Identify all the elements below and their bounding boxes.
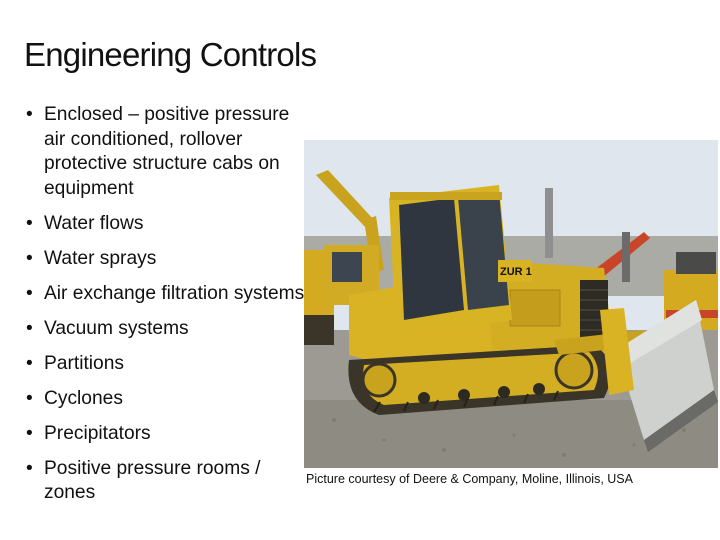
bullet-item [26, 422, 311, 447]
bullet-text: Precipitators [44, 422, 151, 444]
bullet-item [26, 212, 311, 237]
photo-caption: Picture courtesy of Deere & Company, Moline, Illinois, USA [306, 472, 633, 486]
slide-title: Engineering Controls [24, 36, 317, 73]
bullet-text: Partitions [44, 352, 124, 374]
bullet-dot: • [26, 247, 33, 269]
bullet-dot: • [26, 422, 33, 444]
bullet-dot: • [26, 212, 33, 234]
bullet-dot: • [26, 282, 33, 304]
bullet-item [26, 387, 311, 412]
bullet-item [26, 317, 311, 342]
bullet-dot: • [26, 104, 33, 125]
bullet-text: Water flows [44, 212, 144, 234]
bullet-text: Water sprays [44, 247, 157, 269]
bullet-text: Cyclones [44, 387, 123, 409]
bullet-dot: • [26, 457, 33, 479]
bulldozer-photo [304, 140, 718, 468]
bullet-item [26, 282, 311, 307]
bullet-text: Vacuum systems [44, 317, 189, 339]
bullet-dot: • [26, 387, 33, 409]
bullet-list [26, 103, 311, 516]
bullet-dot: • [26, 317, 33, 339]
bullet-text: Enclosed – positive pressure air conditioned, rollover protective structure cabs on equipment [44, 104, 290, 199]
bullet-dot: • [26, 352, 33, 374]
bullet-item [26, 103, 311, 201]
bullet-text: Positive pressure rooms / zones [44, 457, 261, 503]
machine-label: ZUR 1 [500, 266, 532, 278]
bullet-item [26, 352, 311, 377]
bullet-text: Air exchange filtration systems [44, 282, 305, 304]
bullet-item [26, 247, 311, 272]
bulldozer-illustration [304, 140, 718, 468]
bullet-item [26, 457, 311, 506]
